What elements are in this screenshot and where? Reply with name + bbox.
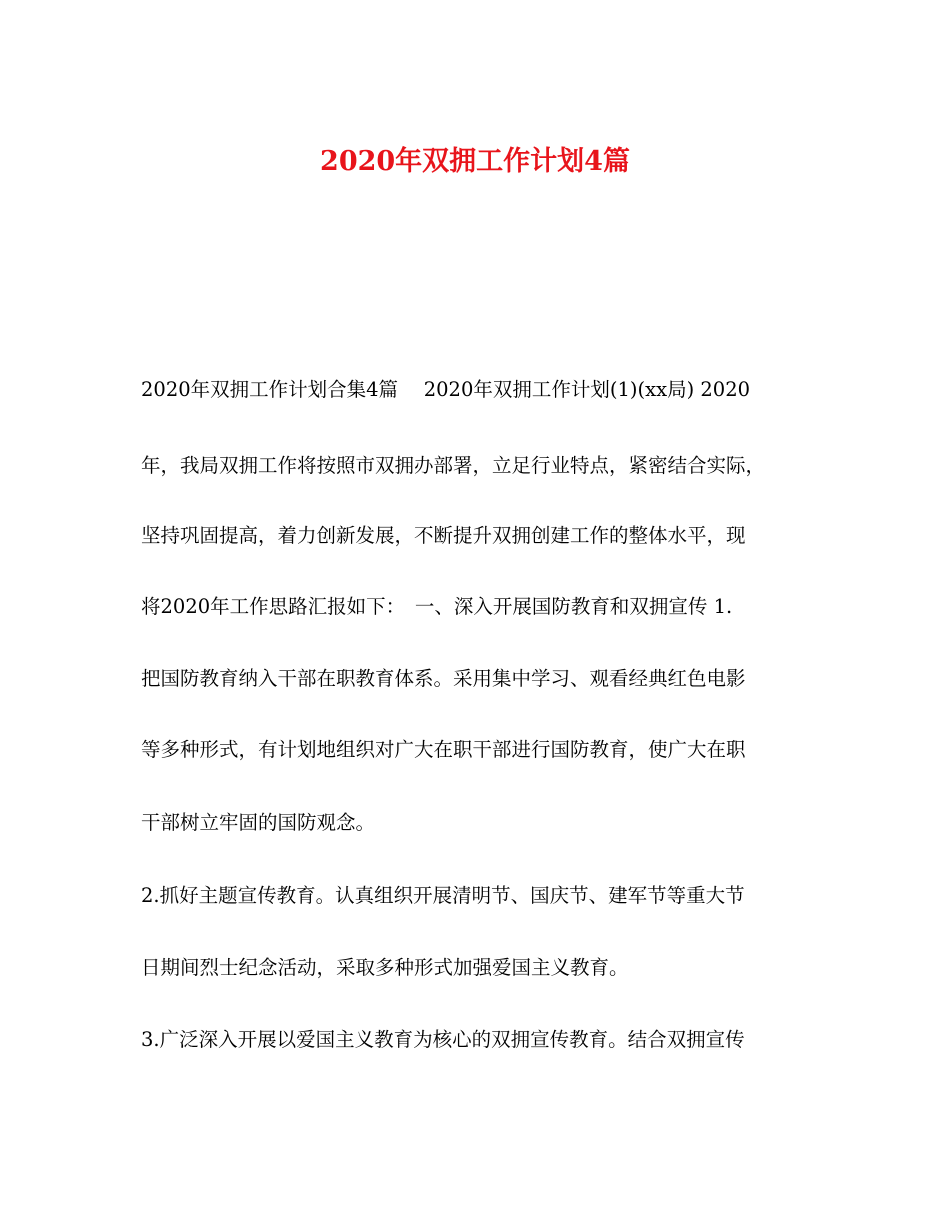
body-line-10: 3.广泛深入开展以爱国主义教育为核心的双拥宣传教育。结合双拥宣传 xyxy=(141,1028,745,1051)
body-line-6: 等多种形式，有计划地组织对广大在职干部进行国防教育，使广大在职 xyxy=(141,738,746,761)
body-line-2: 年，我局双拥工作将按照市双拥办部署，立足行业特点，紧密结合实际， xyxy=(141,454,766,477)
body-line-9: 日期间烈士纪念活动，采取多种形式加强爱国主义教育。 xyxy=(141,956,629,979)
body-line-8: 2.抓好主题宣传教育。认真组织开展清明节、国庆节、建军节等重大节 xyxy=(141,884,745,907)
body-line-7: 干部树立牢固的国防观念。 xyxy=(141,811,376,834)
document-title: 2020年双拥工作计划4篇 xyxy=(320,146,630,177)
body-line-3: 坚持巩固提高，着力创新发展，不断提升双拥创建工作的整体水平，现 xyxy=(141,524,746,547)
body-line-1: 2020年双拥工作计划合集4篇 2020年双拥工作计划(1)(xx局) 2020 xyxy=(141,378,751,401)
body-line-5: 把国防教育纳入干部在职教育体系。采用集中学习、观看经典红色电影 xyxy=(141,667,746,690)
body-line-4: 将2020年工作思路汇报如下： 一、深入开展国防教育和双拥宣传 1. xyxy=(141,595,733,618)
